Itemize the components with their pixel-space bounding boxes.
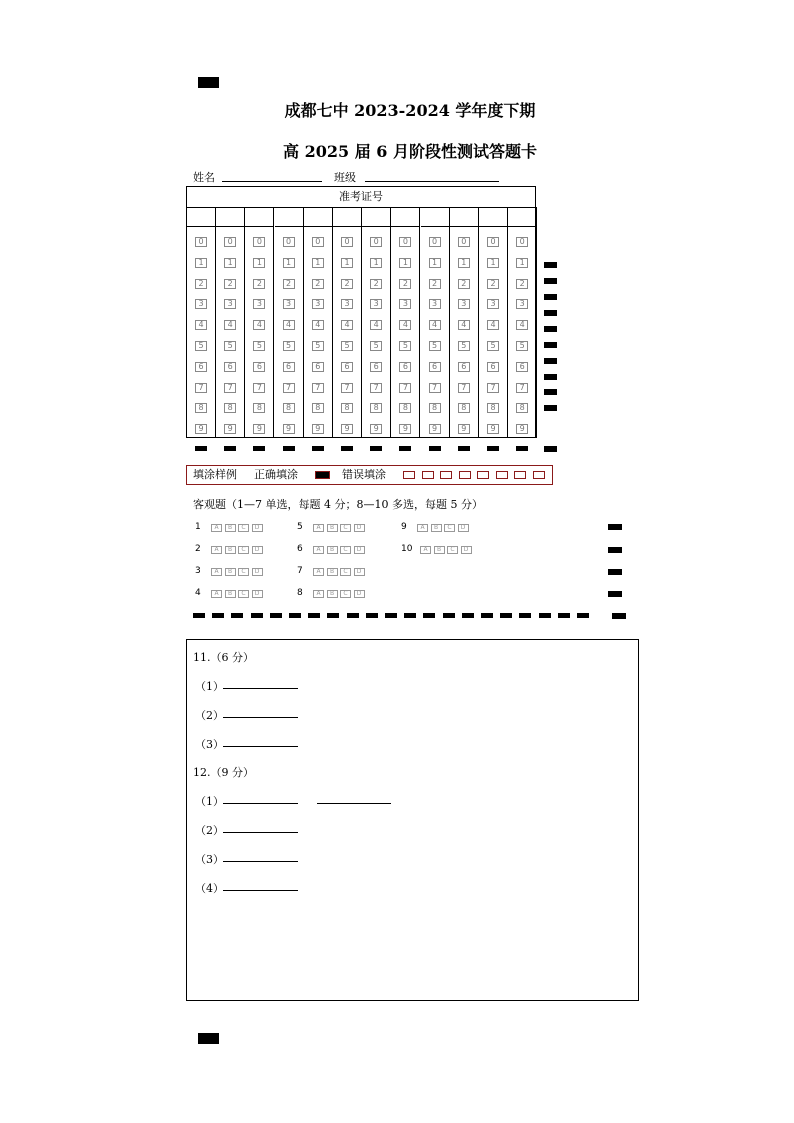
q11-part-2-line[interactable] — [223, 717, 298, 718]
admission-digit-bubble[interactable]: 9 — [487, 424, 499, 434]
option-bubble[interactable]: C — [340, 568, 351, 576]
admission-digit-bubble[interactable]: 3 — [195, 299, 207, 309]
admission-digit-bubble[interactable]: 8 — [312, 403, 324, 413]
option-bubble[interactable]: D — [354, 590, 365, 598]
corner-mark-top — [198, 77, 219, 88]
admission-digit-bubble[interactable]: 1 — [224, 258, 236, 268]
question-12-label: 12.（9 分） — [193, 766, 254, 779]
timing-mark — [253, 446, 265, 451]
admission-digit-bubble[interactable]: 5 — [516, 341, 528, 351]
admission-digit-bubble[interactable]: 8 — [283, 403, 295, 413]
admission-digit-bubble[interactable]: 8 — [224, 403, 236, 413]
admission-digit-bubble[interactable]: 9 — [253, 424, 265, 434]
option-bubble[interactable]: A — [211, 568, 222, 576]
timing-mark — [481, 613, 493, 618]
timing-mark — [224, 446, 236, 451]
admission-digit-bubble[interactable]: 3 — [516, 299, 528, 309]
admission-digit-bubble[interactable]: 8 — [253, 403, 265, 413]
admission-digit-bubble[interactable]: 5 — [429, 341, 441, 351]
timing-mark — [516, 446, 528, 451]
admission-digit-bubble[interactable]: 1 — [253, 258, 265, 268]
timing-mark — [289, 613, 301, 618]
admission-digit-bubble[interactable]: 2 — [283, 279, 295, 289]
option-bubble[interactable]: C — [444, 524, 455, 532]
admission-digit-bubble[interactable]: 6 — [253, 362, 265, 372]
admission-digit-bubble[interactable]: 2 — [429, 279, 441, 289]
q12-part-2-line[interactable] — [223, 832, 298, 833]
admission-digit-bubble[interactable]: 6 — [429, 362, 441, 372]
admission-digit-bubble[interactable]: 4 — [399, 320, 411, 330]
admission-digit-bubble[interactable]: 2 — [487, 279, 499, 289]
admission-digit-bubble[interactable]: 5 — [195, 341, 207, 351]
admission-digit-bubble[interactable]: 2 — [341, 279, 353, 289]
admission-digit-bubble[interactable]: 7 — [283, 383, 295, 393]
timing-mark — [370, 446, 382, 451]
question-number: 9 — [401, 522, 407, 532]
timing-mark — [487, 446, 499, 451]
fill-sample-box — [186, 465, 553, 485]
question-number: 2 — [195, 544, 201, 554]
admission-digit-bubble[interactable]: 0 — [253, 237, 265, 247]
timing-mark — [270, 613, 282, 618]
option-bubble[interactable]: C — [340, 590, 351, 598]
timing-mark — [404, 613, 416, 618]
corner-mark-bottom — [198, 1033, 219, 1044]
admission-column — [508, 207, 537, 438]
option-bubble[interactable]: D — [252, 590, 263, 598]
timing-mark — [544, 358, 557, 364]
timing-mark — [385, 613, 397, 618]
admission-digit-bubble[interactable]: 7 — [195, 383, 207, 393]
option-bubble[interactable]: A — [420, 546, 431, 554]
admission-digit-bubble[interactable]: 6 — [487, 362, 499, 372]
wrong-fill-example — [477, 471, 489, 479]
admission-number-grid — [186, 186, 536, 438]
timing-mark — [558, 613, 570, 618]
question-11-label: 11.（6 分） — [193, 651, 254, 664]
question-number: 4 — [195, 588, 201, 598]
admission-digit-bubble[interactable]: 3 — [370, 299, 382, 309]
option-bubble[interactable]: C — [238, 590, 249, 598]
timing-mark — [312, 446, 324, 451]
admission-digit-bubble[interactable]: 5 — [370, 341, 382, 351]
timing-mark — [231, 613, 243, 618]
admission-digit-bubble[interactable]: 0 — [429, 237, 441, 247]
timing-mark — [544, 405, 557, 411]
admission-digit-bubble[interactable]: 6 — [516, 362, 528, 372]
admission-digit-bubble[interactable]: 5 — [399, 341, 411, 351]
admission-digit-writebox[interactable] — [362, 207, 390, 227]
admission-digit-bubble[interactable]: 8 — [195, 403, 207, 413]
admission-digit-bubble[interactable]: 9 — [283, 424, 295, 434]
admission-digit-bubble[interactable]: 3 — [341, 299, 353, 309]
admission-digit-bubble[interactable]: 1 — [516, 258, 528, 268]
admission-digit-writebox[interactable] — [508, 207, 536, 227]
admission-digit-bubble[interactable]: 4 — [429, 320, 441, 330]
admission-digit-bubble[interactable]: 2 — [516, 279, 528, 289]
admission-digit-bubble[interactable]: 4 — [487, 320, 499, 330]
admission-digit-bubble[interactable]: 0 — [224, 237, 236, 247]
admission-column — [275, 207, 304, 438]
option-bubble[interactable]: A — [313, 524, 324, 532]
admission-digit-bubble[interactable]: 2 — [399, 279, 411, 289]
admission-digit-bubble[interactable]: 7 — [370, 383, 382, 393]
admission-digit-bubble[interactable]: 7 — [399, 383, 411, 393]
wrong-fill-example — [403, 471, 415, 479]
admission-digit-bubble[interactable]: 5 — [487, 341, 499, 351]
option-bubble[interactable]: D — [354, 546, 365, 554]
admission-digit-bubble[interactable]: 5 — [283, 341, 295, 351]
option-bubble[interactable]: D — [252, 524, 263, 532]
timing-mark — [577, 613, 589, 618]
admission-digit-bubble[interactable]: 7 — [312, 383, 324, 393]
timing-mark — [608, 591, 622, 597]
q12-part-1-label: （1） — [195, 795, 224, 808]
admission-digit-writebox[interactable] — [304, 207, 332, 227]
timing-mark — [544, 374, 557, 380]
admission-column — [333, 207, 362, 438]
class-label: 班级 — [334, 171, 356, 184]
admission-digit-bubble[interactable]: 6 — [341, 362, 353, 372]
option-bubble[interactable]: A — [211, 546, 222, 554]
admission-digit-bubble[interactable]: 3 — [458, 299, 470, 309]
admission-digit-bubble[interactable]: 6 — [312, 362, 324, 372]
admission-digit-bubble[interactable]: 0 — [341, 237, 353, 247]
timing-mark — [608, 547, 622, 553]
admission-digit-bubble[interactable]: 2 — [224, 279, 236, 289]
admission-digit-bubble[interactable]: 7 — [487, 383, 499, 393]
q12-part-1-line-a[interactable] — [223, 803, 298, 804]
admission-digit-bubble[interactable]: 9 — [429, 424, 441, 434]
q11-part-3-line[interactable] — [223, 746, 298, 747]
admission-digit-bubble[interactable]: 9 — [224, 424, 236, 434]
admission-column — [187, 207, 216, 438]
admission-digit-bubble[interactable]: 8 — [458, 403, 470, 413]
option-bubble[interactable]: D — [458, 524, 469, 532]
q12-part-4-line[interactable] — [223, 890, 298, 891]
admission-digit-bubble[interactable]: 1 — [399, 258, 411, 268]
admission-digit-bubble[interactable]: 0 — [458, 237, 470, 247]
wrong-fill-example — [533, 471, 545, 479]
option-bubble[interactable]: B — [327, 590, 338, 598]
class-field[interactable] — [365, 181, 499, 182]
option-bubble[interactable]: A — [313, 546, 324, 554]
admission-digit-writebox[interactable] — [450, 207, 478, 227]
q12-part-2-label: （2） — [195, 824, 224, 837]
admission-digit-bubble[interactable]: 5 — [224, 341, 236, 351]
option-bubble[interactable]: A — [313, 568, 324, 576]
wrong-fill-example — [422, 471, 434, 479]
timing-mark — [544, 326, 557, 332]
admission-column — [450, 207, 479, 438]
timing-mark — [399, 446, 411, 451]
admission-digit-bubble[interactable]: 9 — [370, 424, 382, 434]
wrong-fill-example — [496, 471, 508, 479]
admission-digit-bubble[interactable]: 4 — [224, 320, 236, 330]
q12-part-1-line-b[interactable] — [317, 803, 391, 804]
admission-digit-bubble[interactable]: 7 — [516, 383, 528, 393]
timing-mark — [608, 569, 622, 575]
timing-mark — [251, 613, 263, 618]
admission-digit-bubble[interactable]: 4 — [312, 320, 324, 330]
admission-digit-bubble[interactable]: 9 — [195, 424, 207, 434]
question-number: 5 — [297, 522, 303, 532]
admission-digit-bubble[interactable]: 3 — [224, 299, 236, 309]
admission-digit-bubble[interactable]: 0 — [487, 237, 499, 247]
option-bubble[interactable]: B — [327, 546, 338, 554]
timing-mark — [539, 613, 551, 618]
admission-digit-writebox[interactable] — [391, 207, 419, 227]
admission-digit-bubble[interactable]: 4 — [370, 320, 382, 330]
admission-column — [304, 207, 333, 438]
objective-instructions: 客观题（1—7 单选，每题 4 分；8—10 多选，每题 5 分） — [193, 498, 483, 511]
timing-mark — [544, 389, 557, 395]
question-number: 3 — [195, 566, 201, 576]
correct-fill-label: 正确填涂 — [254, 468, 298, 481]
timing-mark — [341, 446, 353, 451]
admission-digit-bubble[interactable]: 9 — [458, 424, 470, 434]
admission-digit-bubble[interactable]: 2 — [312, 279, 324, 289]
option-bubble[interactable]: B — [327, 568, 338, 576]
wrong-fill-label: 错误填涂 — [342, 468, 386, 481]
admission-digit-bubble[interactable]: 2 — [370, 279, 382, 289]
timing-mark — [544, 294, 557, 300]
timing-mark — [458, 446, 470, 451]
timing-mark — [195, 446, 207, 451]
option-bubble[interactable]: D — [354, 568, 365, 576]
admission-digit-bubble[interactable]: 1 — [341, 258, 353, 268]
admission-column — [245, 207, 274, 438]
option-bubble[interactable]: B — [225, 524, 236, 532]
admission-digit-bubble[interactable]: 7 — [458, 383, 470, 393]
q11-part-2-label: （2） — [195, 709, 224, 722]
admission-digit-bubble[interactable]: 4 — [253, 320, 265, 330]
admission-column — [216, 207, 245, 438]
admission-digit-bubble[interactable]: 1 — [312, 258, 324, 268]
admission-digit-bubble[interactable]: 6 — [458, 362, 470, 372]
option-bubble[interactable]: D — [354, 524, 365, 532]
admission-digit-bubble[interactable]: 3 — [487, 299, 499, 309]
admission-digit-bubble[interactable]: 5 — [253, 341, 265, 351]
option-bubble[interactable]: C — [238, 524, 249, 532]
option-bubble[interactable]: B — [327, 524, 338, 532]
page-title: 成都七中 2023-2024 学年度下期 — [284, 101, 536, 120]
option-bubble[interactable]: A — [211, 524, 222, 532]
admission-digit-bubble[interactable]: 3 — [429, 299, 441, 309]
timing-mark — [519, 613, 531, 618]
option-bubble[interactable]: A — [417, 524, 428, 532]
name-label: 姓名 — [193, 171, 215, 184]
admission-digit-bubble[interactable]: 2 — [253, 279, 265, 289]
admission-digit-writebox[interactable] — [245, 207, 273, 227]
admission-digit-bubble[interactable]: 1 — [429, 258, 441, 268]
admission-digit-bubble[interactable]: 5 — [312, 341, 324, 351]
admission-digit-bubble[interactable]: 6 — [283, 362, 295, 372]
q11-part-1-label: （1） — [195, 680, 224, 693]
admission-digit-bubble[interactable]: 8 — [399, 403, 411, 413]
option-bubble[interactable]: C — [238, 568, 249, 576]
admission-digit-bubble[interactable]: 9 — [516, 424, 528, 434]
timing-mark — [544, 278, 557, 284]
timing-mark — [443, 613, 455, 618]
admission-digit-bubble[interactable]: 4 — [516, 320, 528, 330]
admission-digit-bubble[interactable]: 3 — [312, 299, 324, 309]
q12-part-4-label: （4） — [195, 882, 224, 895]
answer-box — [186, 639, 639, 1001]
option-bubble[interactable]: C — [340, 524, 351, 532]
question-number: 1 — [195, 522, 201, 532]
admission-digit-bubble[interactable]: 4 — [283, 320, 295, 330]
option-bubble[interactable]: B — [434, 546, 445, 554]
admission-digit-bubble[interactable]: 8 — [429, 403, 441, 413]
timing-mark — [327, 613, 339, 618]
admission-digit-bubble[interactable]: 5 — [458, 341, 470, 351]
option-bubble[interactable]: B — [225, 568, 236, 576]
admission-digit-bubble[interactable]: 7 — [224, 383, 236, 393]
timing-mark — [462, 613, 474, 618]
admission-digit-bubble[interactable]: 9 — [341, 424, 353, 434]
admission-digit-bubble[interactable]: 3 — [253, 299, 265, 309]
option-bubble[interactable]: A — [313, 590, 324, 598]
question-number: 10 — [401, 544, 413, 554]
wrong-fill-example — [440, 471, 452, 479]
timing-mark — [212, 613, 224, 618]
admission-digit-bubble[interactable]: 1 — [487, 258, 499, 268]
question-number: 8 — [297, 588, 303, 598]
admission-digit-bubble[interactable]: 1 — [370, 258, 382, 268]
option-bubble[interactable]: B — [225, 546, 236, 554]
correct-fill-example — [315, 471, 330, 479]
question-number: 6 — [297, 544, 303, 554]
timing-mark — [544, 262, 557, 268]
timing-mark — [429, 446, 441, 451]
admission-digit-bubble[interactable]: 6 — [224, 362, 236, 372]
q12-part-3-line[interactable] — [223, 861, 298, 862]
wrong-fill-example — [514, 471, 526, 479]
question-number: 7 — [297, 566, 303, 576]
timing-mark — [366, 613, 378, 618]
timing-mark — [544, 342, 557, 348]
admission-digit-bubble[interactable]: 4 — [341, 320, 353, 330]
admission-digit-bubble[interactable]: 0 — [283, 237, 295, 247]
option-bubble[interactable]: D — [252, 568, 263, 576]
timing-mark — [308, 613, 320, 618]
admission-digit-bubble[interactable]: 4 — [195, 320, 207, 330]
admission-digit-writebox[interactable] — [187, 207, 215, 227]
admission-digit-bubble[interactable]: 0 — [399, 237, 411, 247]
admission-digit-bubble[interactable]: 0 — [516, 237, 528, 247]
admission-digit-bubble[interactable]: 9 — [312, 424, 324, 434]
timing-mark — [423, 613, 435, 618]
option-bubble[interactable]: B — [225, 590, 236, 598]
admission-digit-writebox[interactable] — [216, 207, 244, 227]
timing-mark — [612, 613, 626, 619]
admission-digit-bubble[interactable]: 7 — [341, 383, 353, 393]
fill-sample-label: 填涂样例 — [193, 468, 237, 481]
admission-digit-bubble[interactable]: 9 — [399, 424, 411, 434]
option-bubble[interactable]: D — [252, 546, 263, 554]
timing-mark — [544, 446, 557, 452]
admission-digit-bubble[interactable]: 5 — [341, 341, 353, 351]
admission-digit-bubble[interactable]: 7 — [253, 383, 265, 393]
name-field[interactable] — [222, 181, 322, 182]
admission-digit-bubble[interactable]: 2 — [195, 279, 207, 289]
admission-digit-writebox[interactable] — [421, 207, 449, 227]
admission-digit-bubble[interactable]: 8 — [370, 403, 382, 413]
q11-part-1-line[interactable] — [223, 688, 298, 689]
admission-digit-bubble[interactable]: 8 — [516, 403, 528, 413]
admission-number-label: 准考证号 — [187, 187, 535, 208]
timing-mark — [283, 446, 295, 451]
admission-digit-bubble[interactable]: 1 — [195, 258, 207, 268]
timing-mark — [608, 524, 622, 530]
admission-digit-bubble[interactable]: 8 — [341, 403, 353, 413]
option-bubble[interactable]: D — [461, 546, 472, 554]
timing-mark — [347, 613, 359, 618]
admission-digit-bubble[interactable]: 1 — [283, 258, 295, 268]
wrong-fill-example — [459, 471, 471, 479]
admission-digit-bubble[interactable]: 3 — [283, 299, 295, 309]
option-bubble[interactable]: B — [431, 524, 442, 532]
admission-column — [421, 207, 450, 438]
option-bubble[interactable]: A — [211, 590, 222, 598]
page-subtitle: 高 2025 届 6 月阶段性测试答题卡 — [283, 142, 537, 161]
q12-part-3-label: （3） — [195, 853, 224, 866]
timing-mark — [500, 613, 512, 618]
admission-digit-writebox[interactable] — [333, 207, 361, 227]
admission-column — [391, 207, 420, 438]
admission-digit-bubble[interactable]: 6 — [195, 362, 207, 372]
admission-digit-writebox[interactable] — [479, 207, 507, 227]
admission-digit-writebox[interactable] — [275, 207, 303, 227]
admission-column — [479, 207, 508, 438]
admission-digit-bubble[interactable]: 8 — [487, 403, 499, 413]
timing-mark — [193, 613, 205, 618]
timing-mark — [544, 310, 557, 316]
admission-column — [362, 207, 391, 438]
admission-digit-bubble[interactable]: 7 — [429, 383, 441, 393]
admission-digit-bubble[interactable]: 6 — [370, 362, 382, 372]
option-bubble[interactable]: C — [238, 546, 249, 554]
option-bubble[interactable]: C — [340, 546, 351, 554]
admission-digit-bubble[interactable]: 3 — [399, 299, 411, 309]
admission-digit-bubble[interactable]: 6 — [399, 362, 411, 372]
admission-digit-bubble[interactable]: 0 — [195, 237, 207, 247]
option-bubble[interactable]: C — [447, 546, 458, 554]
admission-digit-bubble[interactable]: 1 — [458, 258, 470, 268]
admission-digit-bubble[interactable]: 0 — [370, 237, 382, 247]
q11-part-3-label: （3） — [195, 738, 224, 751]
admission-digit-bubble[interactable]: 0 — [312, 237, 324, 247]
admission-digit-bubble[interactable]: 2 — [458, 279, 470, 289]
admission-digit-bubble[interactable]: 4 — [458, 320, 470, 330]
